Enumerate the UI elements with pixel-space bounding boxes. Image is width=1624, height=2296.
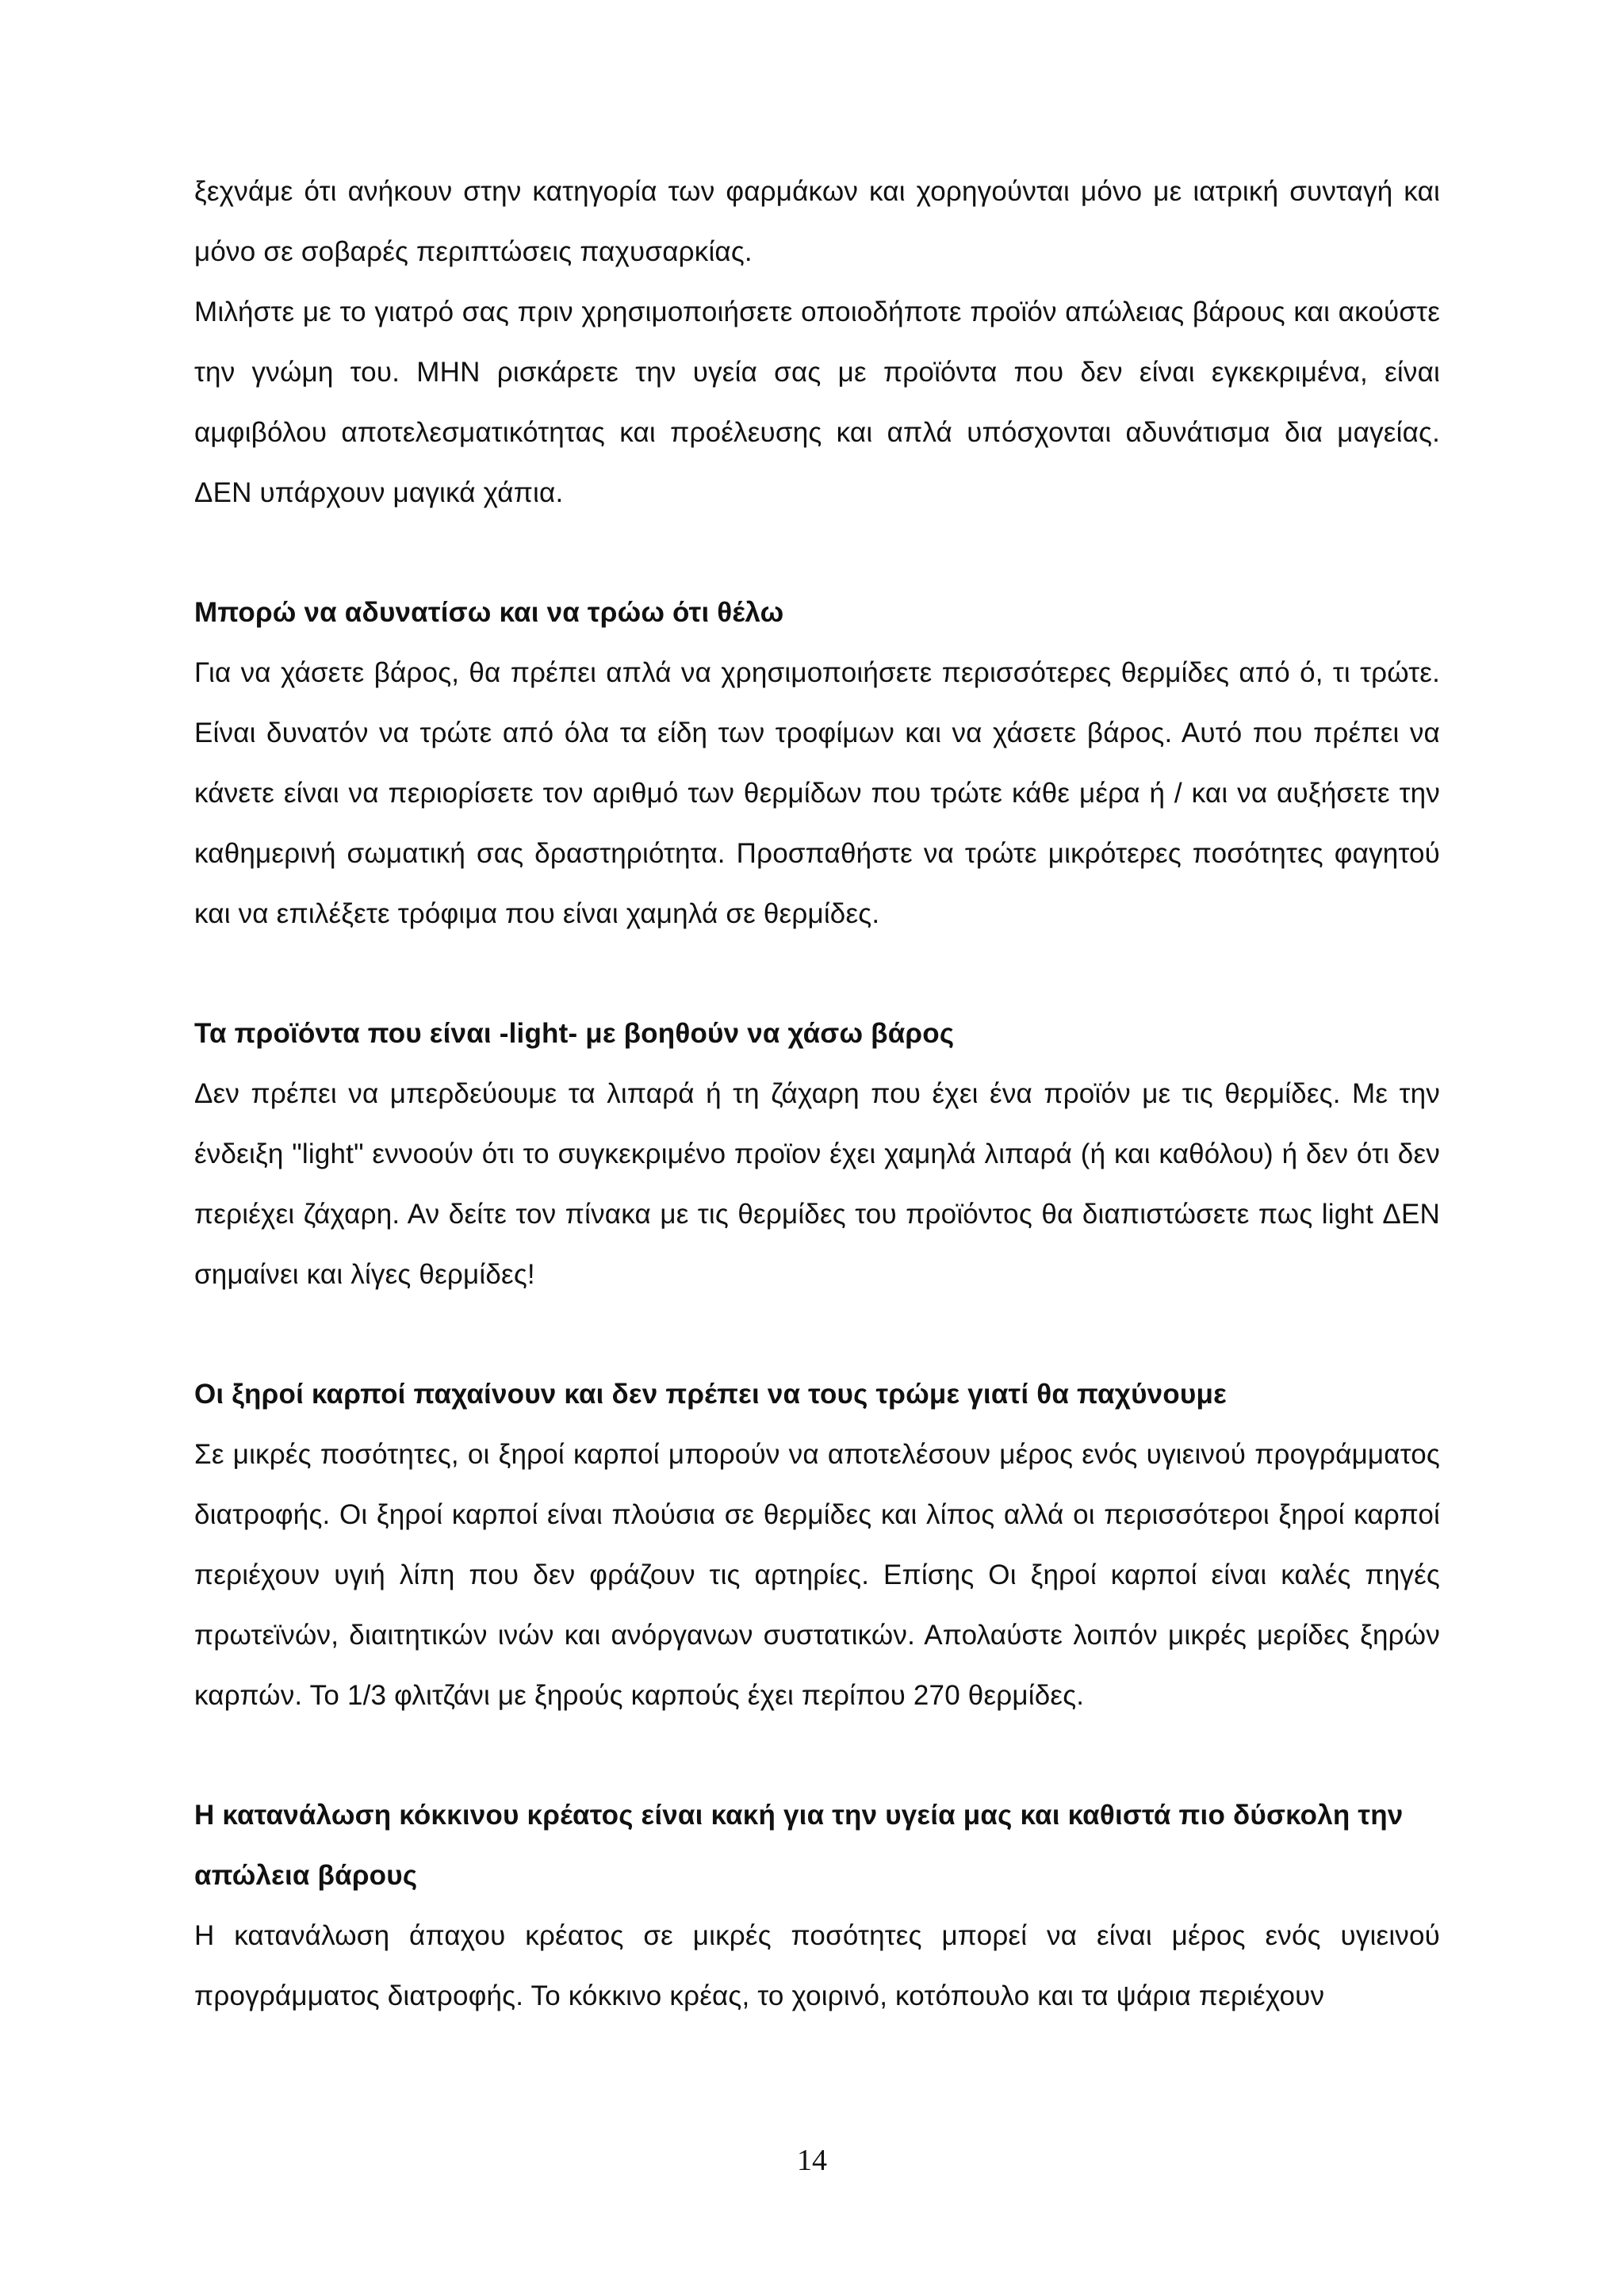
- intro-paragraph-1: ξεχνάμε ότι ανήκουν στην κατηγορία των φαρμάκων και χορηγούνται μόνο με ιατρική συνταγή και μόνο σε σοβαρές περιπτώσεις παχυσαρκίας.: [194, 176, 1440, 267]
- section-body-4: Η κατανάλωση άπαχου κρέατος σε μικρές ποσότητες μπορεί να είναι μέρος ενός υγιεινού προγράμματος διατροφής. Το κόκκινο κρέας, το χοιρινό, κοτόπουλο και τα ψάρια περιέχουν: [194, 1920, 1440, 2011]
- section-heading-3: Οι ξηροί καρποί παχαίνουν και δεν πρέπει να τους τρώμε γιατί θα παχύνουμε: [194, 1379, 1227, 1410]
- section-body-2: Δεν πρέπει να μπερδεύουμε τα λιπαρά ή τη ζάχαρη που έχει ένα προϊόν με τις θερμίδες. Με την ένδειξη "light" εννοούν ότι το συγκεκριμένο προϊον έχει χαμηλά λιπαρά (ή και καθόλου) ή δεν ότι δεν περιέχει ζάχαρη. Αν δείτε τον πίνακα με τις θερμίδες του προϊόντος θα διαπιστώσετε πως light ΔΕΝ σημαίνει και λίγες θερμίδες!: [194, 1078, 1440, 1290]
- section-heading-2: Τα προϊόντα που είναι -light- με βοηθούν να χάσω βάρος: [194, 1018, 955, 1049]
- section-heading-4: Η κατανάλωση κόκκινου κρέατος είναι κακή για την υγεία μας και καθιστά πιο δύσκολη την απώλεια βάρους: [194, 1800, 1404, 1891]
- section-gap: [194, 944, 1440, 1004]
- section-gap: [194, 1305, 1440, 1364]
- intro-paragraph-2: Μιλήστε με το γιατρό σας πριν χρησιμοποιήσετε οποιοδήποτε προϊόν απώλειας βάρους και ακούστε την γνώμη του. ΜΗΝ ρισκάρετε την υγεία σας με προϊόντα που δεν είναι εγκεκριμένα, είναι αμφιβόλου αποτελεσματικότητας και προέλευσης και απλά υπόσχονται αδυνάτισμα δια μαγείας. ΔΕΝ υπάρχουν μαγικά χάπια.: [194, 297, 1440, 508]
- document-body: [194, 162, 1440, 2026]
- section-gap: [194, 523, 1440, 583]
- section-heading-1: Μπορώ να αδυνατίσω και να τρώω ότι θέλω: [194, 597, 784, 628]
- section-gap: [194, 1726, 1440, 1785]
- section-body-1: Για να χάσετε βάρος, θα πρέπει απλά να χρησιμοποιήσετε περισσότερες θερμίδες από ό, τι τρώτε. Είναι δυνατόν να τρώτε από όλα τα είδη των τροφίμων και να χάσετε βάρος. Αυτό που πρέπει να κάνετε είναι να περιορίσετε τον αριθμό των θερμίδων που τρώτε κάθε μέρα ή / και να αυξήσετε την καθημερινή σωματική σας δραστηριότητα. Προσπαθήστε να τρώτε μικρότερες ποσότητες φαγητού και να επιλέξετε τρόφιμα που είναι χαμηλά σε θερμίδες.: [194, 657, 1440, 929]
- page-number: 14: [797, 2144, 827, 2177]
- section-body-3: Σε μικρές ποσότητες, οι ξηροί καρποί μπορούν να αποτελέσουν μέρος ενός υγιεινού προγράμματος διατροφής. Οι ξηροί καρποί είναι πλούσια σε θερμίδες και λίπος αλλά οι περισσότεροι ξηροί καρποί περιέχουν υγιή λίπη που δεν φράζουν τις αρτηρίες. Επίσης Οι ξηροί καρποί είναι καλές πηγές πρωτεϊνών, διαιτητικών ινών και ανόργανων συστατικών. Απολαύστε λοιπόν μικρές μερίδες ξηρών καρπών. Το 1/3 φλιτζάνι με ξηρούς καρπούς έχει περίπου 270 θερμίδες.: [194, 1439, 1440, 1711]
